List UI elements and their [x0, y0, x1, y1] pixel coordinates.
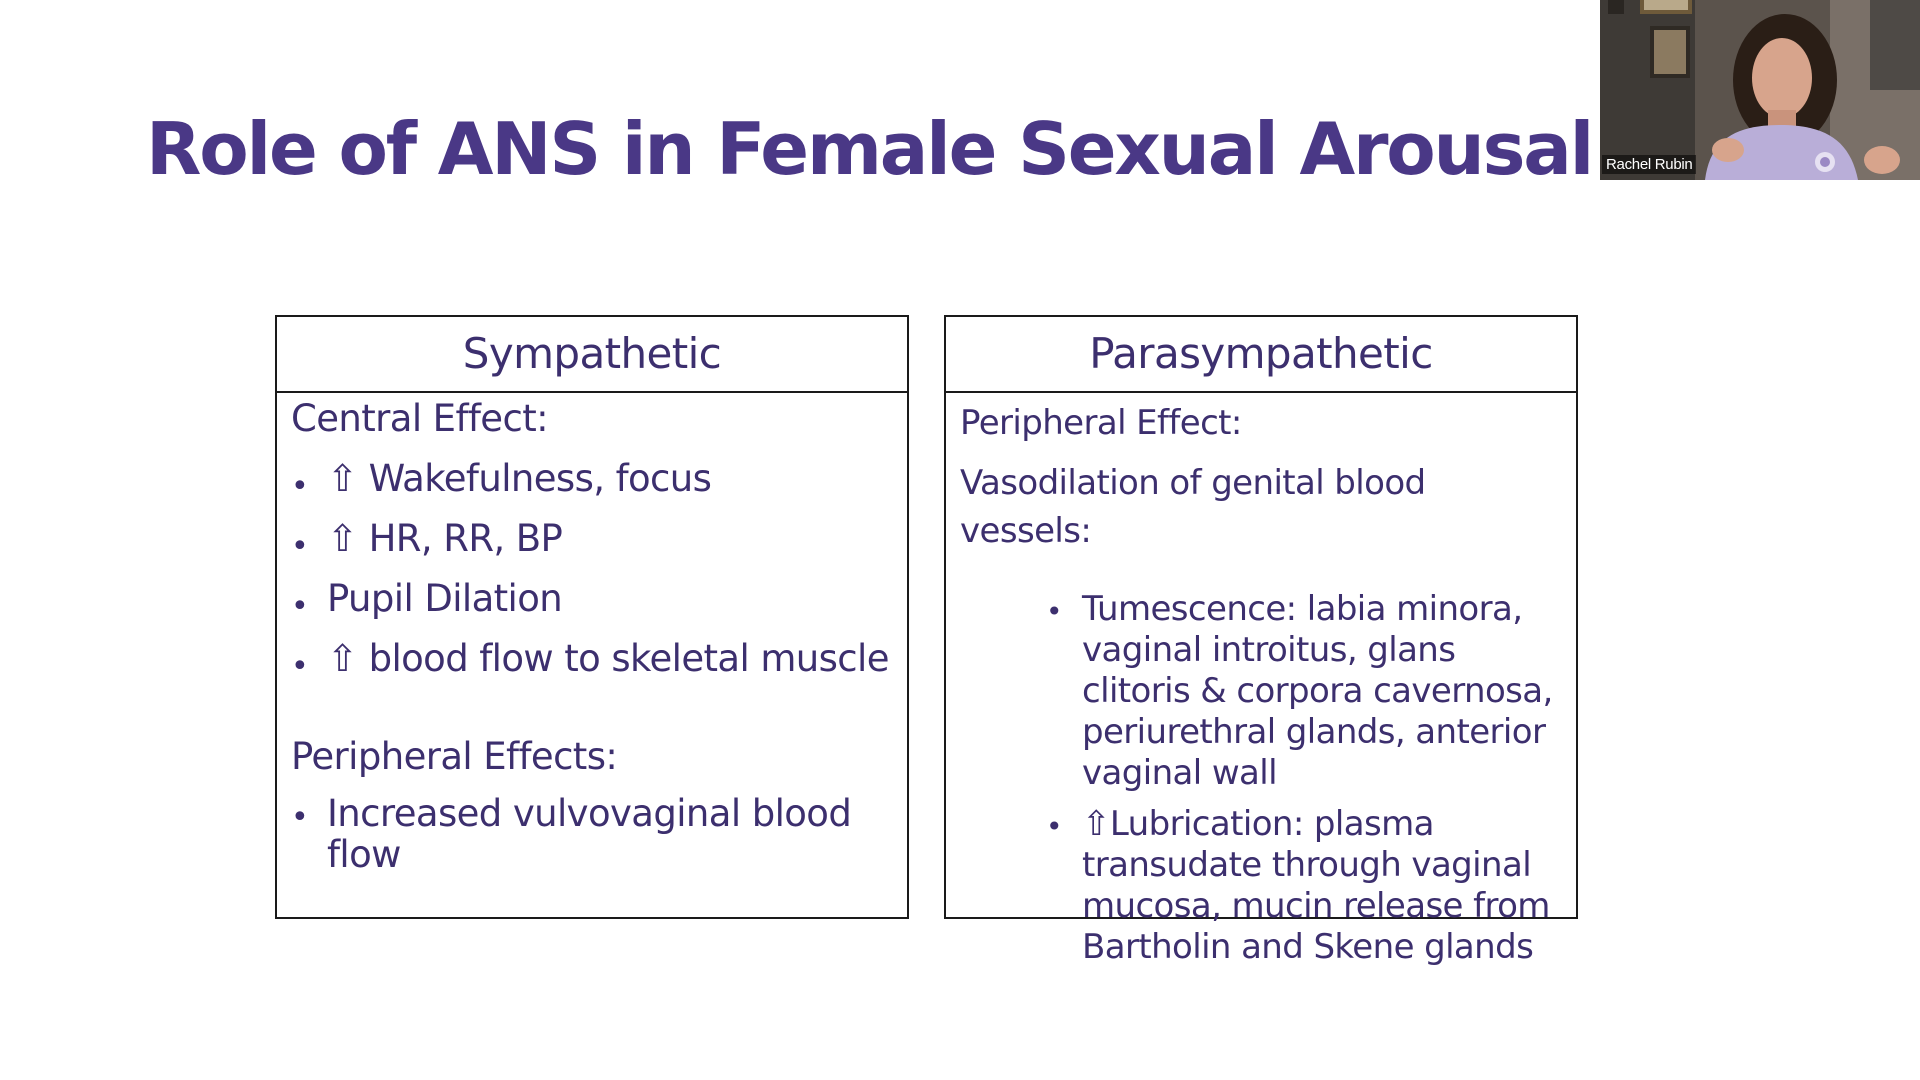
bullet-icon: • — [291, 800, 309, 835]
bullet-icon: • — [1046, 810, 1062, 843]
list-item-text: Tumescence: labia minora, vaginal introitus, glans clitoris & corpora cavernosa, periurethral glands, anterior vaginal wall — [1082, 589, 1553, 793]
bullet-icon: • — [1046, 595, 1062, 628]
bullet-icon: • — [291, 649, 309, 684]
sympathetic-panel — [275, 315, 909, 919]
parasympathetic-body — [946, 399, 1576, 968]
bullet-icon: • — [291, 469, 309, 504]
list-item — [291, 454, 893, 503]
bullet-icon: • — [291, 529, 309, 564]
list-item — [1046, 804, 1562, 968]
peripheral-effects-heading: Peripheral Effects: — [291, 735, 618, 778]
vasodilation-list — [1046, 589, 1562, 968]
list-item-text: Pupil Dilation — [327, 577, 563, 620]
sympathetic-header: Sympathetic — [277, 317, 907, 393]
list-item-text: Increased vulvovaginal blood flow — [327, 792, 852, 876]
sympathetic-body — [277, 395, 907, 875]
list-item-text: ⇧Lubrication: plasma transudate through vaginal mucosa, mucin release from Bartholin and Skene glands — [1082, 804, 1550, 967]
list-item — [291, 574, 893, 623]
peripheral-effect-heading: Peripheral Effect: — [960, 403, 1242, 443]
bullet-icon: • — [291, 589, 309, 624]
list-item — [291, 793, 893, 875]
list-item — [1046, 589, 1562, 794]
peripheral-effects-list — [291, 793, 893, 875]
parasympathetic-header: Parasympathetic — [946, 317, 1576, 393]
parasympathetic-panel — [944, 315, 1578, 967]
list-item-text: ⇧ HR, RR, BP — [327, 517, 563, 560]
list-item-text: ⇧ Wakefulness, focus — [327, 457, 712, 500]
webcam-feed-image — [1600, 0, 1920, 180]
list-item-text: ⇧ blood flow to skeletal muscle — [327, 637, 889, 680]
webcam-video-tile[interactable] — [1600, 0, 1920, 180]
central-effect-heading: Central Effect: — [291, 397, 548, 440]
participant-name-label: Rachel Rubin — [1602, 155, 1696, 174]
central-effect-list — [291, 454, 893, 683]
list-item — [291, 514, 893, 563]
vasodilation-heading: Vasodilation of genital blood vessels: — [960, 463, 1426, 551]
list-item — [291, 634, 893, 683]
slide-title: Role of ANS in Female Sexual Arousal — [146, 107, 1593, 191]
